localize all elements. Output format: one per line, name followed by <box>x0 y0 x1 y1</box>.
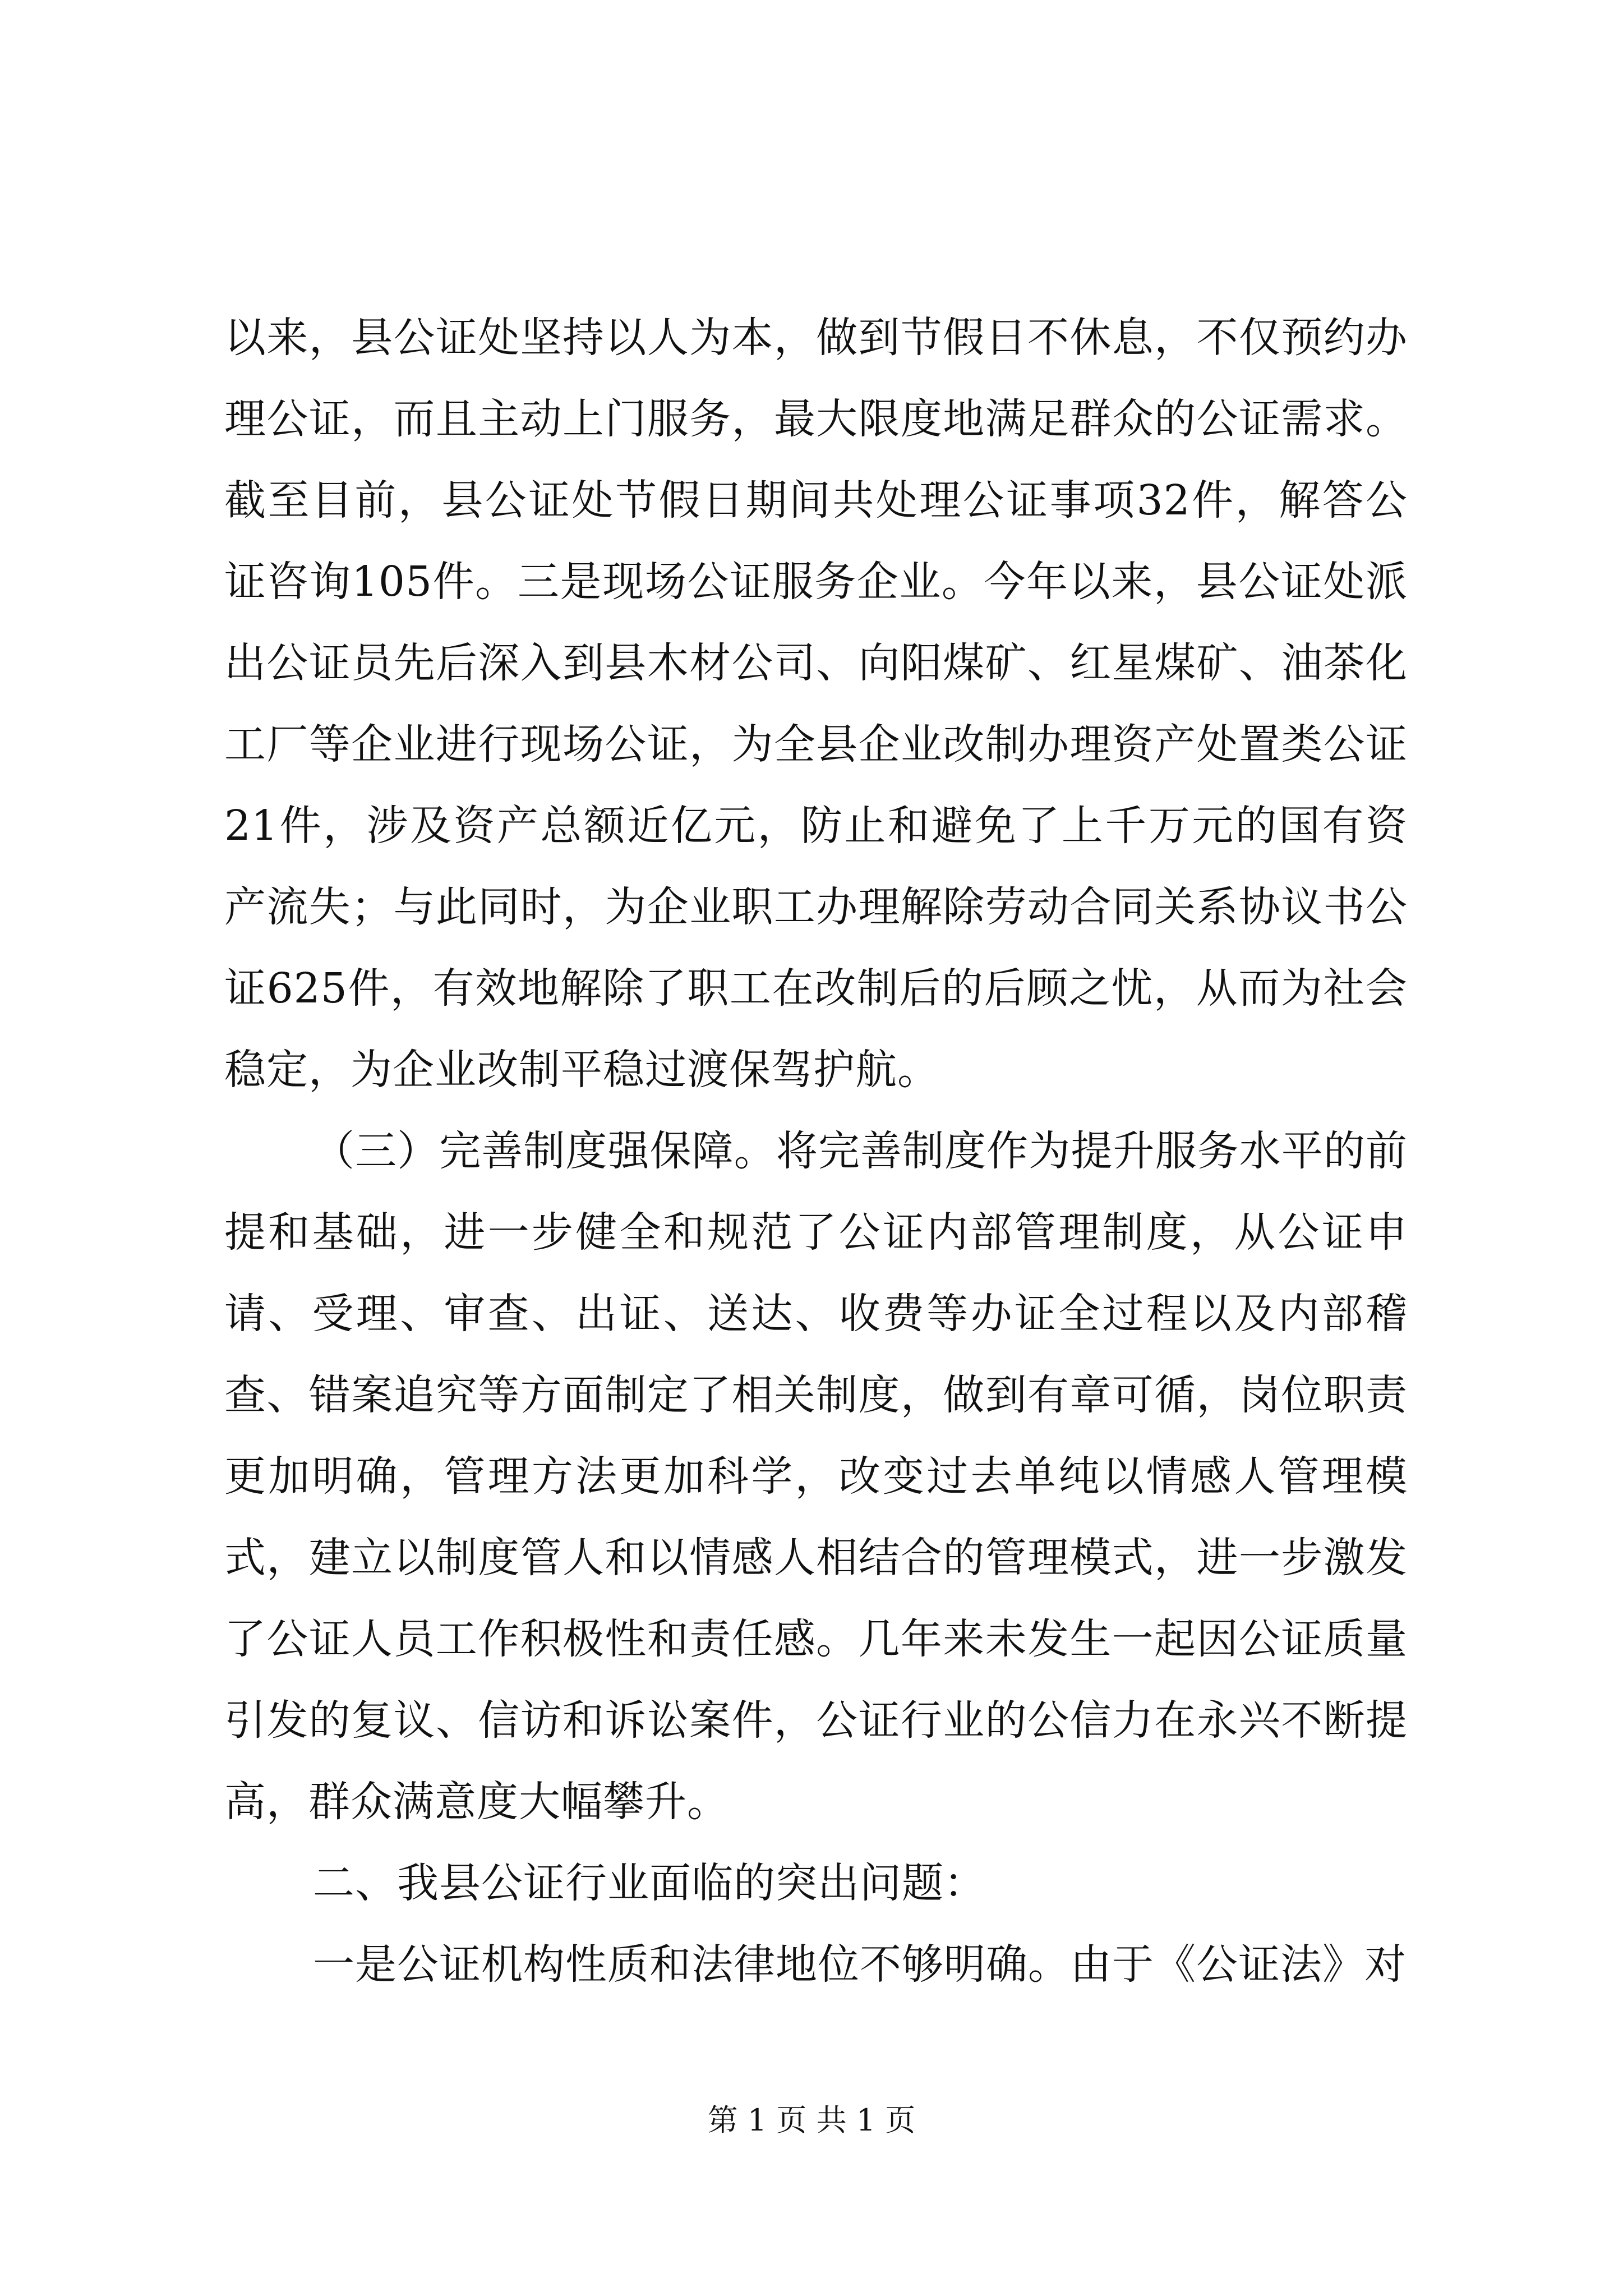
page-number-label: 第 1 页 共 1 页 <box>707 2102 916 2138</box>
paragraph-problem-one: 一是公证机构性质和法律地位不够明确。由于《公证法》对 <box>313 1940 1407 1989</box>
section-heading-problems: 二、我县公证行业面临的突出问题： <box>313 1859 986 1907</box>
document-body <box>224 297 1408 2005</box>
paragraph-continuation: 以来，县公证处坚持以人为本，做到节假日不休息，不仅预约办理公证，而且主动上门服务，最大限度地满足群众的公证需求。截至目前，县公证处节假日期间共处理公证事项32件，解答公证咨询105件。三是现场公证服务企业。今年以来，县公证处派出公证员先后深入到县木材公司、向阳煤矿、红星煤矿、油茶化工厂等企业进行现场公证，为全县企业改制办理资产处置类公证21件，涉及资产总额近亿元，防止和避免了上千万元的国有资产流失；与此同时，为企业职工办理解除劳动合同关系协议书公证625件，有效地解除了职工在改制后的后顾之忧，从而为社会稳定，为企业改制平稳过渡保驾护航。 <box>224 314 1408 1094</box>
page-footer <box>0 2098 1623 2143</box>
paragraph-section-three: （三）完善制度强保障。将完善制度作为提升服务水平的前提和基础，进一步健全和规范了公证内部管理制度，从公证申请、受理、审查、出证、送达、收费等办证全过程以及内部稽查、错案追究等方面制定了相关制度，做到有章可循，岗位职责更加明确，管理方法更加科学，改变过去单纯以情感人管理模式，建立以制度管人和以情感人相结合的管理模式，进一步激发了公证人员工作积极性和责任感。几年来未发生一起因公证质量引发的复议、信访和诉讼案件，公证行业的公信力在永兴不断提高，群众满意度大幅攀升。 <box>224 1127 1408 1826</box>
